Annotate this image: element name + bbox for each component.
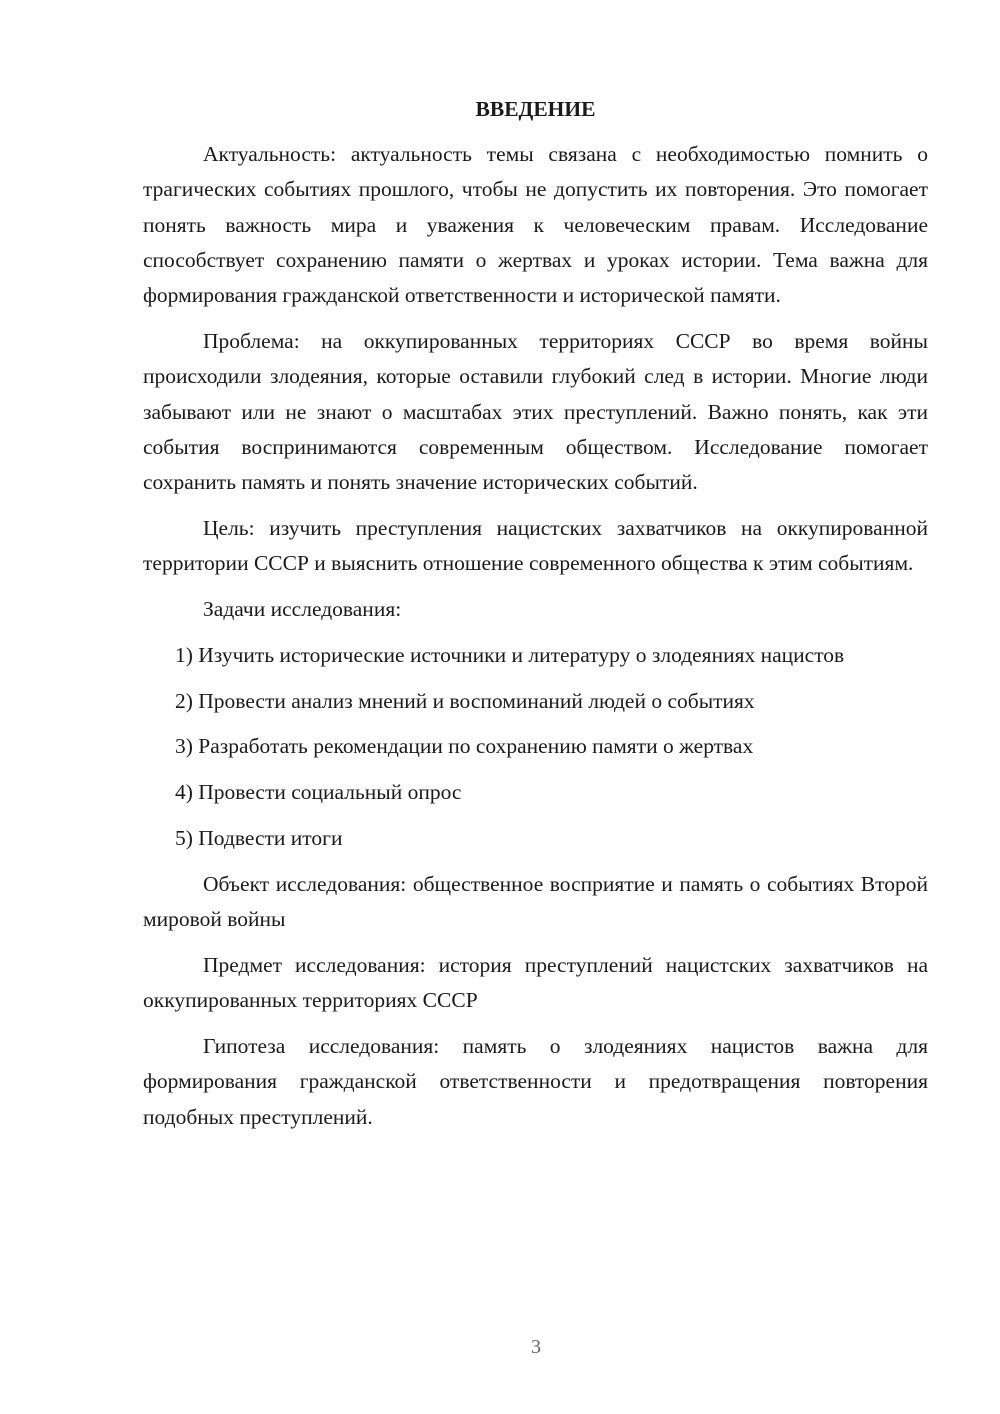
page-number: 3: [531, 1336, 541, 1358]
task-item-1: 1) Изучить исторические источники и литературу о злодеяниях нацистов: [175, 642, 845, 667]
document-body: [143, 92, 928, 1145]
goal-paragraph: Цель: изучить преступления нацистских захватчиков на оккупированной территории СССР и выяснить отношение современного общества к этим событиям.: [143, 515, 928, 576]
task-item-4: 4) Провести социальный опрос: [175, 780, 462, 805]
relevance-paragraph: Актуальность: актуальность темы связана с необходимостью помнить о трагических событиях прошлого, чтобы не допустить их повторения. Это помогает понять важность мира и уважения к человеческим правам. Исследование способствует сохранению памяти о жертвах и уроках истории. Тема важна для формирования гражданской ответственности и исторической памяти.: [143, 142, 928, 308]
task-item-5: 5) Подвести итоги: [175, 826, 343, 851]
tasks-intro: Задачи исследования:: [203, 597, 402, 622]
task-item-3: 3) Разработать рекомендации по сохранению памяти о жертвах: [175, 734, 754, 759]
section-heading: ВВЕДЕНИЕ: [475, 97, 596, 121]
object-paragraph: Объект исследования: общественное восприятие и память о событиях Второй мировой войны: [143, 871, 928, 932]
hypothesis-paragraph: Гипотеза исследования: память о злодеяниях нацистов важна для формирования гражданской ответственности и предотвращения повторения подобных преступлений.: [143, 1034, 928, 1129]
problem-paragraph: Проблема: на оккупированных территориях СССР во время войны происходили злодеяния, которые оставили глубокий след в истории. Многие люди забывают или не знают о масштабах этих преступлений. Важно понять, как эти события воспринимаются современным обществом. Исследование помогает сохранить память и понять значение исторических событий.: [143, 328, 928, 495]
task-item-2: 2) Провести анализ мнений и воспоминаний людей о событиях: [175, 688, 755, 713]
subject-paragraph: Предмет исследования: история преступлений нацистских захватчиков на оккупированных территориях СССР: [143, 952, 928, 1013]
